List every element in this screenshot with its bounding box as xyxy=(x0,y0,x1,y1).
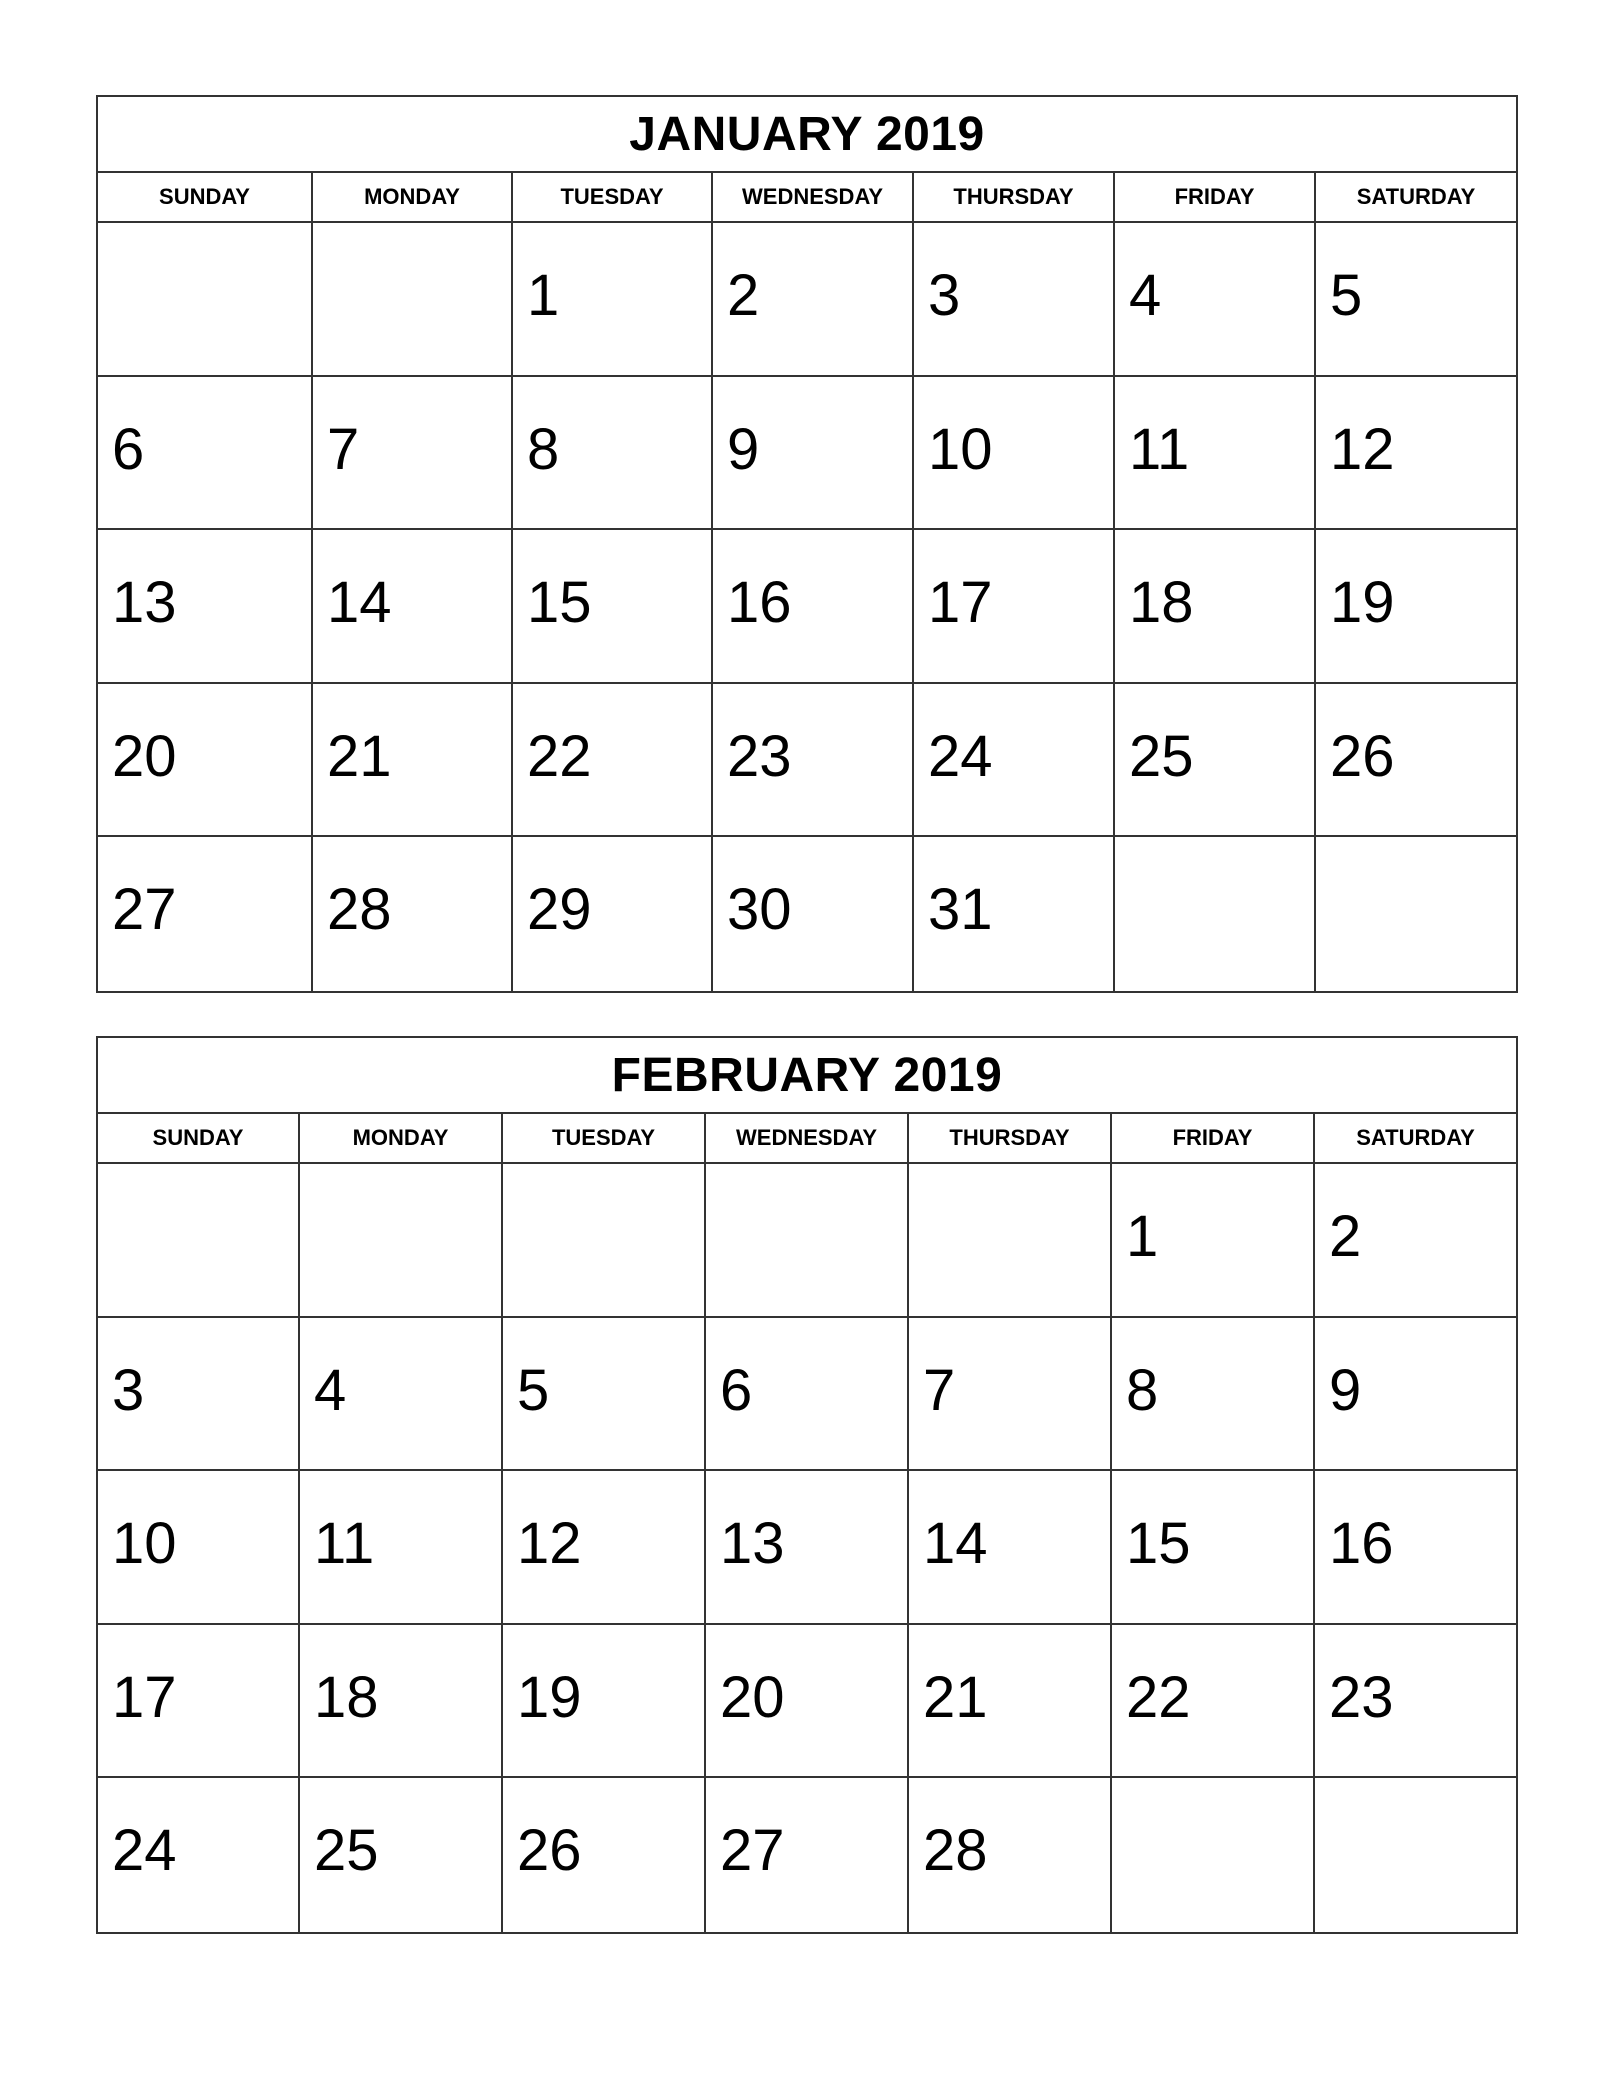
day-number: 21 xyxy=(327,723,392,789)
day-cell xyxy=(1115,837,1316,991)
day-number: 14 xyxy=(327,570,392,636)
weekday-header-row xyxy=(98,173,1516,223)
day-cell xyxy=(313,837,513,991)
day-cell xyxy=(503,1471,706,1625)
day-cell xyxy=(1316,223,1516,377)
day-number: 15 xyxy=(527,570,592,636)
day-cell xyxy=(98,377,313,531)
day-cell xyxy=(914,223,1115,377)
day-cell xyxy=(914,837,1115,991)
day-cell xyxy=(513,223,713,377)
day-number: 19 xyxy=(517,1664,582,1730)
day-number: 18 xyxy=(314,1664,379,1730)
day-cell xyxy=(914,377,1115,531)
weekday-label: SATURDAY xyxy=(1356,184,1476,209)
day-cell xyxy=(98,1164,300,1318)
day-number: 12 xyxy=(1330,416,1395,482)
day-cell xyxy=(713,684,914,838)
day-cell xyxy=(98,837,313,991)
day-number: 20 xyxy=(720,1664,785,1730)
day-cell xyxy=(300,1164,503,1318)
day-number: 29 xyxy=(527,877,592,943)
day-number: 27 xyxy=(112,877,177,943)
weekday-label: MONDAY xyxy=(300,1114,503,1162)
day-cell xyxy=(713,530,914,684)
day-cell xyxy=(909,1471,1112,1625)
day-number: 3 xyxy=(112,1357,145,1423)
day-number: 13 xyxy=(720,1511,785,1577)
day-cell xyxy=(1315,1164,1516,1318)
weekday-label: THURSDAY xyxy=(914,173,1115,221)
day-cell xyxy=(503,1318,706,1472)
day-number: 6 xyxy=(112,416,145,482)
day-cell xyxy=(1315,1471,1516,1625)
day-number: 10 xyxy=(112,1511,177,1577)
day-cell xyxy=(706,1625,909,1779)
day-cell xyxy=(914,530,1115,684)
day-number: 7 xyxy=(327,416,360,482)
day-cell xyxy=(98,1778,300,1932)
day-cell xyxy=(706,1778,909,1932)
month-title: FEBRUARY 2019 xyxy=(98,1038,1516,1114)
day-cell xyxy=(1315,1778,1516,1932)
day-number: 12 xyxy=(517,1511,582,1577)
weekday-label: TUESDAY xyxy=(503,1114,706,1162)
day-number: 7 xyxy=(923,1357,956,1423)
day-cell xyxy=(1316,377,1516,531)
day-number: 30 xyxy=(727,877,792,943)
day-number: 20 xyxy=(112,723,177,789)
day-number: 28 xyxy=(327,877,392,943)
day-cell xyxy=(98,684,313,838)
day-number: 9 xyxy=(1329,1357,1362,1423)
day-cell xyxy=(909,1318,1112,1472)
day-number: 23 xyxy=(727,723,792,789)
day-cell xyxy=(909,1778,1112,1932)
day-cell xyxy=(313,377,513,531)
day-number: 8 xyxy=(1126,1357,1159,1423)
day-cell xyxy=(706,1318,909,1472)
day-number: 17 xyxy=(112,1664,177,1730)
day-cell xyxy=(1115,530,1316,684)
day-cell xyxy=(914,684,1115,838)
weekday-label: SUNDAY xyxy=(98,173,313,221)
weekday-label: SATURDAY xyxy=(1356,1125,1475,1150)
day-cell xyxy=(706,1164,909,1318)
day-cell xyxy=(1316,530,1516,684)
weekday-label: SUNDAY xyxy=(98,1114,300,1162)
day-number: 2 xyxy=(727,263,760,328)
day-number: 17 xyxy=(928,570,993,636)
calendar-february xyxy=(96,1036,1518,1934)
day-cell xyxy=(313,684,513,838)
day-cell xyxy=(503,1778,706,1932)
day-number: 13 xyxy=(112,570,177,636)
day-number: 26 xyxy=(517,1818,582,1884)
weekday-label: THURSDAY xyxy=(909,1114,1112,1162)
day-cell xyxy=(713,377,914,531)
day-number: 6 xyxy=(720,1357,753,1423)
weekday-label: MONDAY xyxy=(313,173,513,221)
day-number: 1 xyxy=(527,263,560,328)
calendar-january xyxy=(96,95,1518,993)
day-cell xyxy=(300,1471,503,1625)
day-cell xyxy=(713,223,914,377)
weekday-label: TUESDAY xyxy=(513,173,713,221)
day-number: 4 xyxy=(314,1357,347,1423)
day-number: 4 xyxy=(1129,263,1162,328)
day-cell xyxy=(713,837,914,991)
month-title: JANUARY 2019 xyxy=(98,97,1516,173)
day-number: 23 xyxy=(1329,1664,1394,1730)
day-grid xyxy=(98,1164,1516,1932)
day-cell xyxy=(1112,1625,1315,1779)
day-number: 9 xyxy=(727,416,760,482)
day-number: 2 xyxy=(1329,1204,1362,1269)
day-cell xyxy=(513,377,713,531)
weekday-label: FRIDAY xyxy=(1115,173,1316,221)
day-cell xyxy=(909,1164,1112,1318)
day-number: 8 xyxy=(527,416,560,482)
day-number: 10 xyxy=(928,416,993,482)
day-cell xyxy=(1315,1625,1516,1779)
day-number: 22 xyxy=(1126,1664,1191,1730)
day-cell xyxy=(1115,684,1316,838)
day-cell xyxy=(706,1471,909,1625)
day-number: 15 xyxy=(1126,1511,1191,1577)
day-number: 25 xyxy=(314,1818,379,1884)
day-cell xyxy=(503,1625,706,1779)
day-number: 5 xyxy=(517,1357,550,1423)
day-cell xyxy=(1112,1164,1315,1318)
day-cell xyxy=(313,223,513,377)
day-number: 26 xyxy=(1330,723,1395,789)
day-number: 25 xyxy=(1129,723,1194,789)
day-number: 18 xyxy=(1129,570,1194,636)
day-cell xyxy=(313,530,513,684)
day-cell xyxy=(1316,837,1516,991)
day-cell xyxy=(1315,1318,1516,1472)
day-number: 31 xyxy=(928,877,993,943)
day-number: 11 xyxy=(314,1511,375,1577)
day-number: 24 xyxy=(112,1818,177,1884)
day-number: 11 xyxy=(1129,416,1190,482)
day-cell xyxy=(300,1778,503,1932)
day-number: 21 xyxy=(923,1664,988,1730)
day-cell xyxy=(513,530,713,684)
day-number: 14 xyxy=(923,1511,988,1577)
day-cell xyxy=(1112,1778,1315,1932)
day-number: 5 xyxy=(1330,263,1363,328)
day-cell xyxy=(1316,684,1516,838)
day-number: 22 xyxy=(527,723,592,789)
day-grid xyxy=(98,223,1516,991)
day-cell xyxy=(98,1625,300,1779)
day-cell xyxy=(98,1471,300,1625)
day-number: 27 xyxy=(720,1818,785,1884)
day-cell xyxy=(503,1164,706,1318)
day-cell xyxy=(513,837,713,991)
day-cell xyxy=(1115,223,1316,377)
day-cell xyxy=(1112,1318,1315,1472)
weekday-label: WEDNESDAY xyxy=(713,173,914,221)
day-cell xyxy=(909,1625,1112,1779)
day-cell xyxy=(1112,1471,1315,1625)
day-number: 24 xyxy=(928,723,993,789)
day-number: 19 xyxy=(1330,570,1395,636)
day-cell xyxy=(300,1625,503,1779)
day-number: 16 xyxy=(727,570,792,636)
day-cell xyxy=(300,1318,503,1472)
day-cell xyxy=(98,223,313,377)
day-number: 1 xyxy=(1126,1204,1159,1269)
day-number: 3 xyxy=(928,263,961,328)
day-cell xyxy=(98,530,313,684)
weekday-label: WEDNESDAY xyxy=(706,1114,909,1162)
weekday-header-row xyxy=(98,1114,1516,1164)
day-number: 16 xyxy=(1329,1511,1394,1577)
day-cell xyxy=(513,684,713,838)
day-cell xyxy=(98,1318,300,1472)
day-number: 28 xyxy=(923,1818,988,1884)
weekday-label: FRIDAY xyxy=(1112,1114,1315,1162)
day-cell xyxy=(1115,377,1316,531)
